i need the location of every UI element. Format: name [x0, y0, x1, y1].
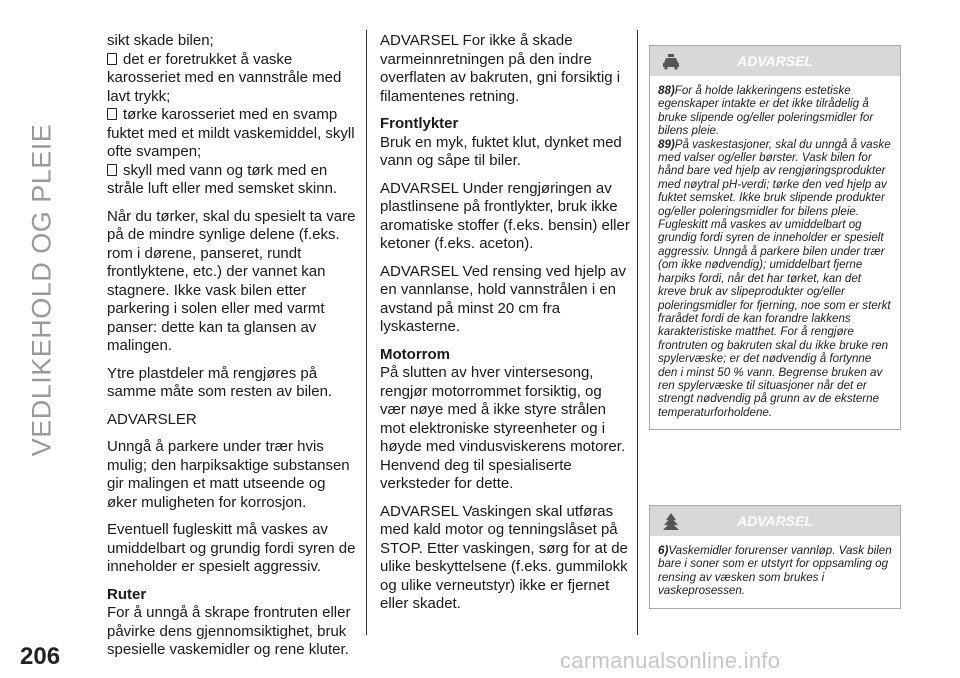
note-text: På vaskestasjoner, skal du unngå å vaske med valser og/eller børster. Vask bilen for hånd bare ved hjelp av rengjøringsprodukter med nøytral pH-verdi; tørke den ved hjelp av fuktet semsket. Ikke bruk slipende produkter og/eller poleringsmidler for bilens pleie. Fugleskitt må vaskes av umiddelbart og grundig fordi syren de inneholder er spesielt aggressiv. Unngå å parkere bilen under trær (om ikke nødvendig); umiddelbart fjerne harpiks fordi, når det har tørket, kan det kreve bruk av slipeprodukter og/eller poleringsmidler for fjerning, noe som er sterkt frarådet fordi de kan forandre lakkens karakteristiske matthet. For å rengjøre frontruten og bakruten skal du ikke bruke ren spylervæske; er det nødvendig å fortynne den i minst 50 % vann. Begrense bruken av ren spylervæske til situasjoner når det er strengt nødvendig på grunn av de eksterne temperaturforholdene.	[658, 137, 891, 419]
checkbox-bullet-icon	[107, 53, 117, 65]
warning-note	[658, 138, 892, 420]
warning-box-header	[650, 46, 900, 76]
note-number: 89)	[658, 137, 675, 151]
paragraph: sikt skade bilen;	[107, 32, 214, 49]
note-text: Vaskemidler forurenser vannløp. Vask bilen bare i soner som er utstyrt for oppsamling og rensing av væsken som brukes i vaskeprosessen.	[658, 544, 892, 598]
warning-box	[649, 505, 901, 609]
paragraph: ADVARSLER	[107, 410, 197, 428]
note-number: 6)	[658, 544, 669, 557]
bullet-text: det er foretrukket å vaske karosseriet med en vannstråle med lavt trykk;	[107, 50, 342, 105]
bullet-item	[107, 106, 357, 162]
side-section-title-text: VEDLIKEHOLD OG PLEIE	[26, 123, 57, 457]
page-number: 206	[20, 643, 61, 670]
paragraph: Eventuell fugleskitt må vaskes av umiddelbart og grundig fordi syren de inneholder er spesielt aggressiv.	[107, 521, 356, 575]
paragraph: ADVARSEL Vaskingen skal utføras med kald motor og tenningslåset på STOP. Etter vaskingen, sørg for at de ulike beskyttelsene (f.eks. gummilokk og ulike verneutstyr) ikke er fjernet eller skadet.	[380, 502, 628, 612]
paragraph: På slutten av hver vintersesong, rengjør motorrommet forsiktig, og vær nøye med å ikke styre strålen mot elektroniske styreenheter og i høyde med vindusviskerens motorer. Henvend deg til spesialiserte verksteder for dette.	[380, 364, 626, 492]
tree-environment-icon	[660, 512, 682, 532]
checkbox-bullet-icon	[107, 164, 117, 176]
warning-note	[658, 84, 892, 138]
section-heading-motorrom: Motorrom	[380, 345, 450, 363]
column-divider	[637, 30, 638, 635]
column-divider	[366, 30, 367, 635]
paragraph: ADVARSEL For ikke å skade varmeinnretningen på den indre overflaten av bakruten, gni forsiktig i filamentenes retning.	[380, 32, 621, 105]
car-warning-icon	[660, 52, 682, 70]
paragraph: ADVARSEL Ved rensing ved hjelp av en vannlanse, hold vannstrålen i en avstand på minst 20 cm fra lyskasterne.	[380, 262, 626, 335]
checkbox-bullet-icon	[107, 108, 117, 120]
paragraph: Unngå å parkere under trær hvis mulig; den harpiksaktige substansen gir malingen et matt utseende og øker muligheten for korrosjon.	[107, 438, 350, 511]
warning-box-title: ADVARSEL	[737, 53, 813, 69]
warning-box-header	[650, 506, 900, 536]
note-text: For å holde lakkeringens estetiske egenskaper intakte er det ikke tilrådelig å bruke slipende og/eller poleringsmidler for bilens pleie.	[658, 84, 874, 138]
bullet-item	[107, 162, 357, 199]
paragraph: Ytre plastdeler må rengjøres på samme måte som resten av bilen.	[107, 364, 333, 400]
bullet-item	[107, 51, 357, 107]
section-heading-frontlykter: Frontlykter	[380, 115, 459, 132]
paragraph: For å unngå å skrape frontruten eller påvirke dens gjennomsiktighet, bruk spesielle vaskemidler og rene kluter.	[107, 604, 351, 658]
bullet-text: skyll med vann og tørk med en stråle luft eller med semsket skinn.	[107, 161, 338, 197]
text-column-2	[380, 32, 630, 623]
warning-box	[649, 45, 901, 430]
warning-box-title: ADVARSEL	[737, 513, 813, 529]
note-number: 88)	[658, 84, 675, 97]
text-column-1	[107, 32, 357, 669]
paragraph: Når du tørker, skal du spesielt ta vare på de mindre synlige delene (f.eks. rom i dørene, panseret, rundt frontlyktene, etc.) der vannet kan stagnere. Ikke vask bilen etter parkering i solen eller med varmt panser: dette kan ta glansen av malingen.	[107, 207, 356, 354]
bullet-text: tørke karosseriet med en svamp fuktet med et mildt vaskemiddel, skyll ofte svampen;	[107, 106, 355, 160]
paragraph: ADVARSEL Under rengjøringen av plastlinsene på frontlykter, bruk ikke aromatiske stoffer (f.eks. bensin) eller ketoner (f.eks. aceton).	[380, 179, 630, 252]
warning-note	[658, 544, 892, 598]
warning-box-body	[650, 76, 900, 429]
warning-box-body	[650, 536, 900, 608]
section-heading-ruter: Ruter	[107, 585, 147, 603]
watermark: carmanualsonline.info	[560, 648, 781, 673]
paragraph: Bruk en myk, fuktet klut, dynket med vann og såpe til biler.	[380, 133, 622, 169]
